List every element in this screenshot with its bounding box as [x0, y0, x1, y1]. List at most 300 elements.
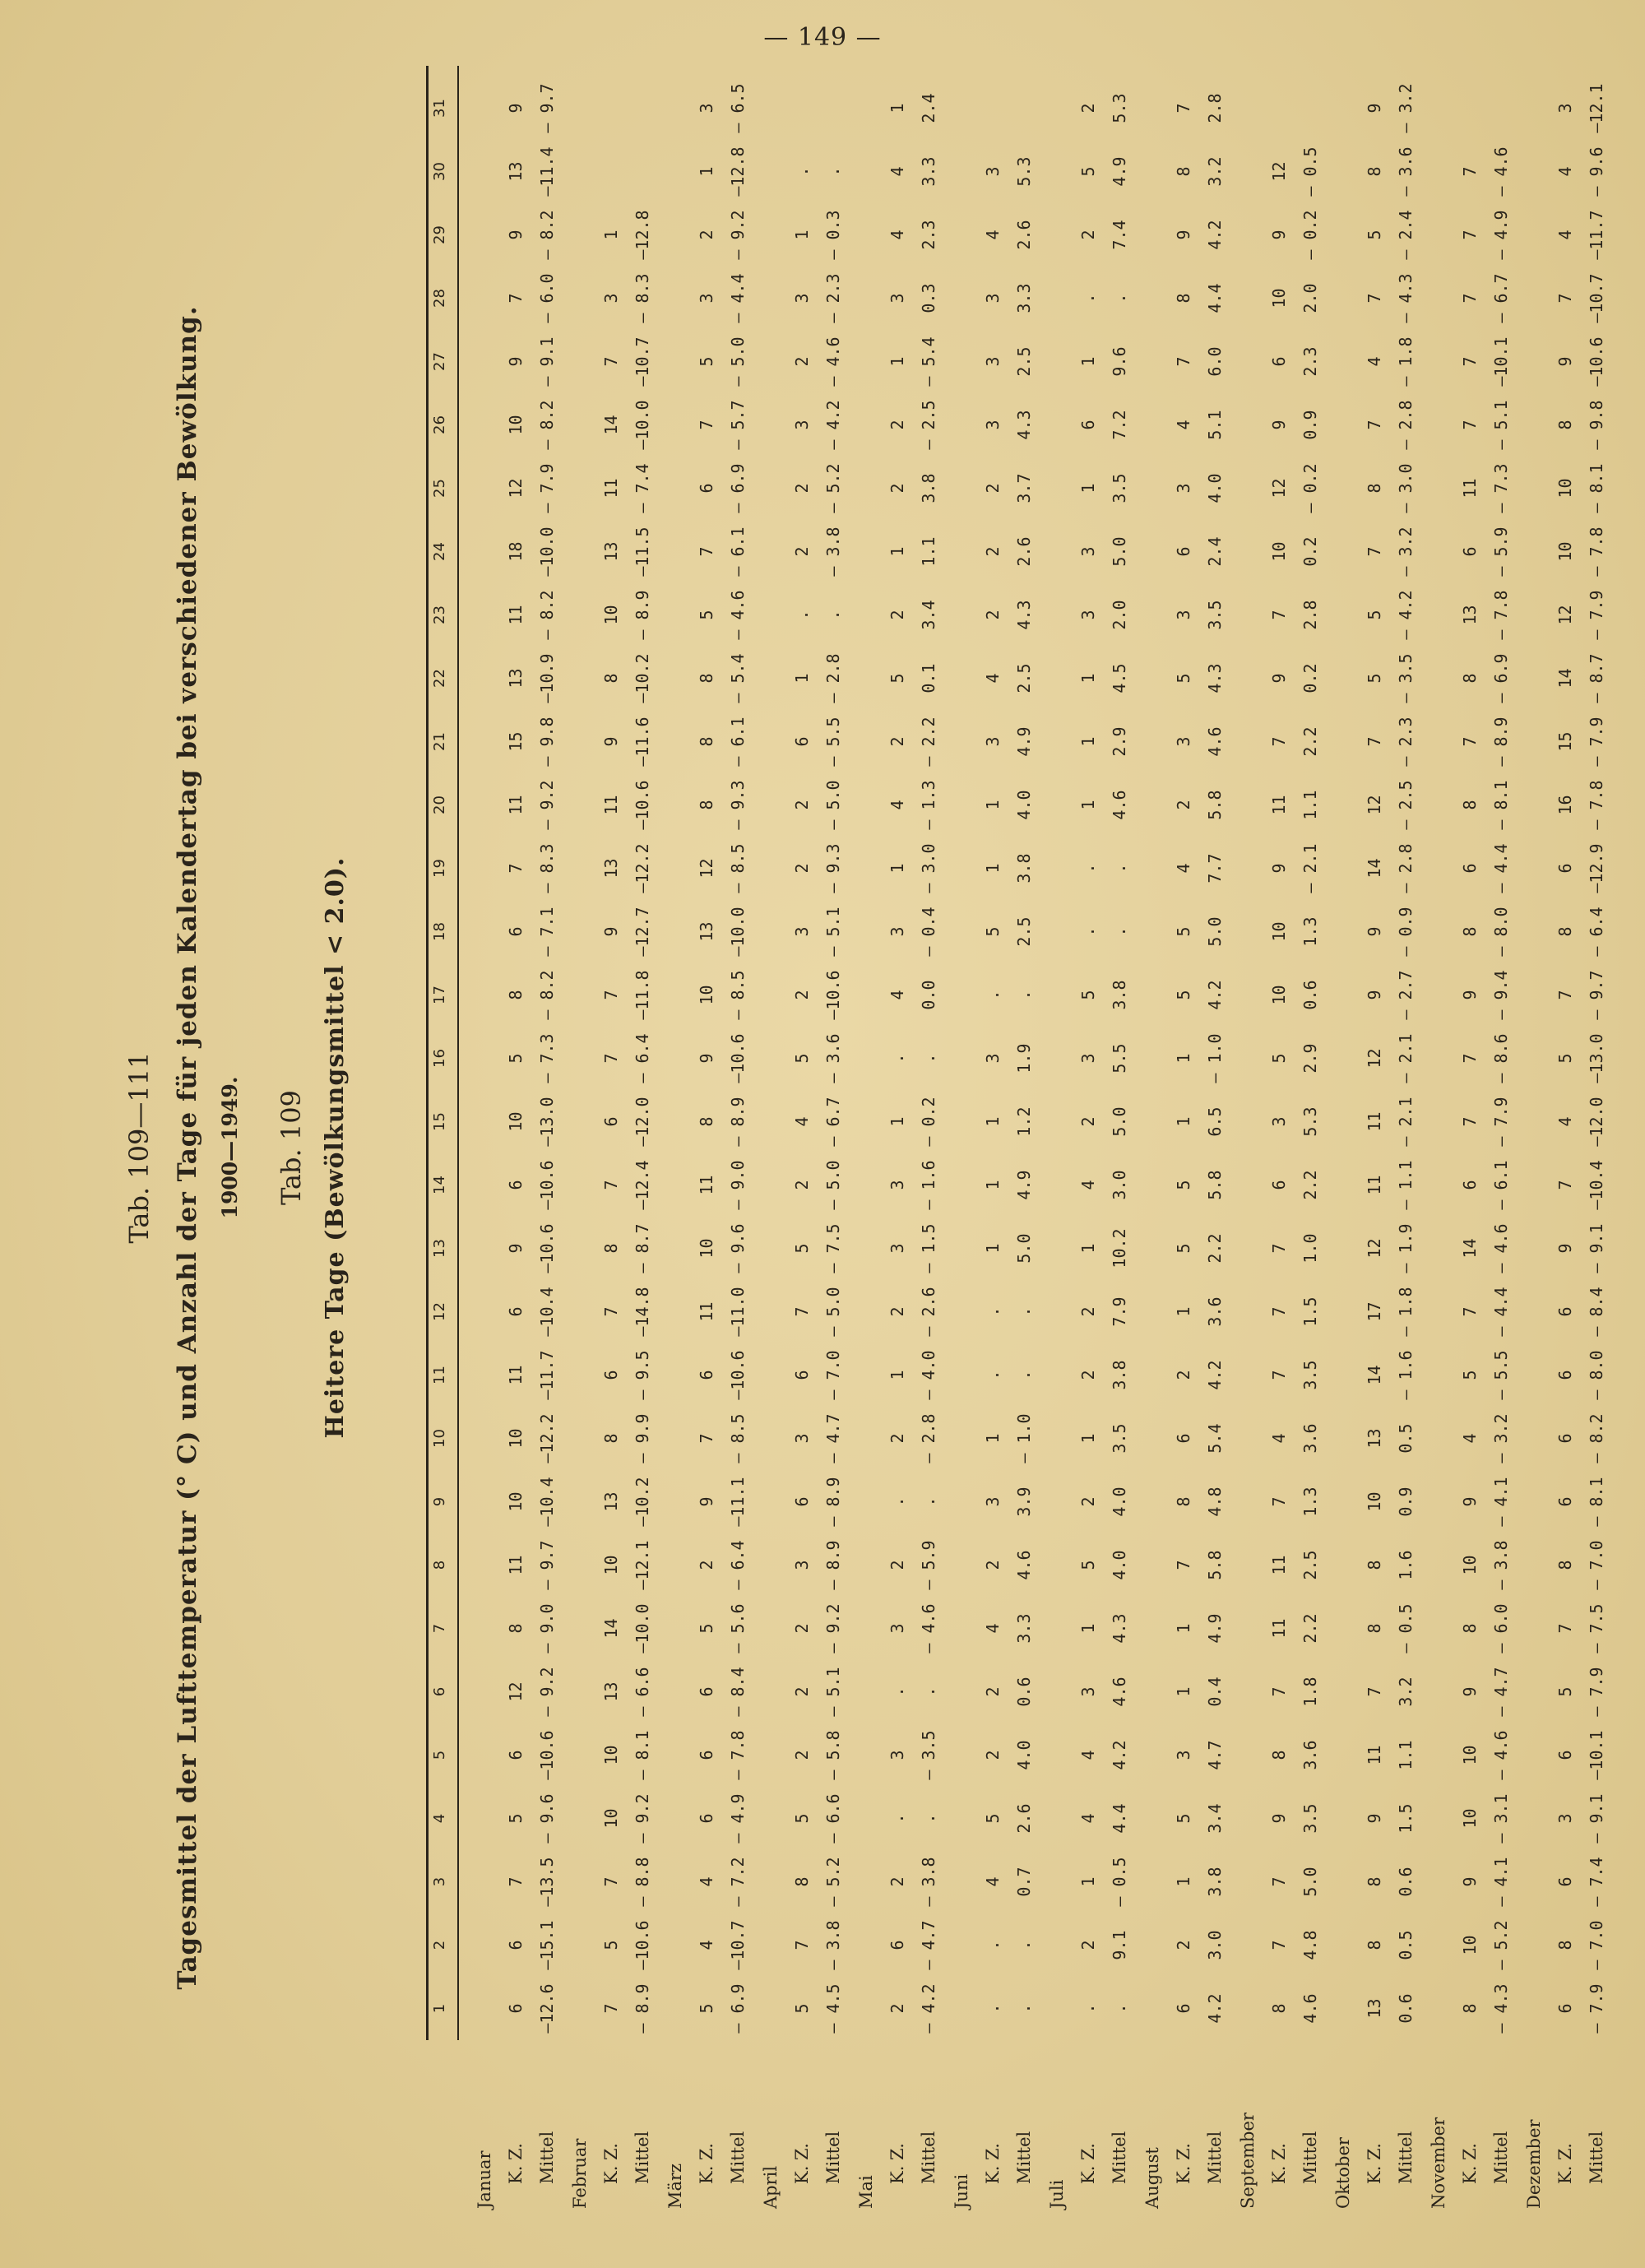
kz-cell: 1 — [792, 230, 812, 240]
kz-cell: 5 — [1174, 926, 1193, 937]
mittel-cell: — 8.2 — [537, 400, 557, 450]
kz-cell: 7 — [697, 546, 716, 557]
mittel-cell: — 2.1 — [1396, 1097, 1416, 1147]
month-label: Februar — [570, 2138, 590, 2209]
day-header: 6 — [431, 1686, 448, 1697]
mittel-cell: 3.6 — [1205, 1296, 1225, 1327]
mittel-cell: — 9.7 — [537, 1540, 557, 1590]
kz-cell: 3 — [1078, 1053, 1098, 1064]
kz-cell: 1 — [1174, 1053, 1193, 1064]
kz-cell — [1454, 77, 1485, 140]
kz-cell: 9 — [506, 230, 526, 240]
kz-cell: 2 — [983, 546, 1003, 557]
mittel-cell: — 3.8 — [823, 1920, 843, 1970]
mittel-cell: — 2.5 — [919, 400, 938, 450]
kz-cell: 11 — [1269, 795, 1289, 815]
data-table — [378, 53, 1620, 2242]
kz-cell: 4 — [887, 230, 907, 240]
day-header: 31 — [431, 99, 448, 118]
kz-cell: 3 — [887, 926, 907, 937]
kz-cell: 2 — [792, 546, 812, 557]
kz-cell: 5 — [1555, 1686, 1575, 1697]
mittel-cell: . — [1110, 293, 1129, 304]
kz-cell: . — [792, 610, 812, 620]
mittel-cell: 4.0 — [1014, 1740, 1034, 1770]
mittel-cell: — 0.5 — [1396, 1603, 1416, 1653]
kz-cell: 2 — [887, 1306, 907, 1317]
mittel-cell: — 8.7 — [633, 1223, 652, 1273]
mittel-cell: — 4.3 — [1491, 1983, 1511, 2034]
kz-cell: 1 — [983, 800, 1003, 810]
mittel-cell: —10.4 — [537, 1477, 557, 1527]
mittel-cell: 0.9 — [1300, 410, 1320, 440]
mittel-cell: — 5.1 — [1491, 400, 1511, 450]
kz-cell: 6 — [1460, 1180, 1480, 1190]
kz-cell: 9 — [1269, 230, 1289, 240]
mittel-cell: — 9.4 — [1491, 970, 1511, 1020]
mittel-cell: — 9.2 — [537, 1667, 557, 1717]
mittel-cell: — 7.3 — [1491, 463, 1511, 513]
day-header: 1 — [431, 2003, 448, 2014]
kz-cell: 6 — [506, 1306, 526, 1317]
kz-cell: 9 — [1269, 1813, 1289, 1824]
day-header: 13 — [431, 1239, 448, 1258]
row-label-kz: K. Z. — [1555, 2143, 1575, 2184]
mittel-cell: — 9.7 — [1587, 970, 1606, 1020]
mittel-cell: — 9.8 — [537, 717, 557, 767]
mittel-cell: . — [919, 1496, 938, 1507]
kz-cell: 1 — [887, 1370, 907, 1380]
kz-cell: 7 — [1174, 103, 1193, 114]
mittel-cell: —11.8 — [633, 970, 652, 1020]
kz-cell: 3 — [1269, 1116, 1289, 1127]
mittel-cell: — 7.0 — [1587, 1920, 1606, 1970]
kz-cell: 2 — [792, 1750, 812, 1760]
kz-cell: 6 — [1078, 420, 1098, 430]
kz-cell: 8 — [697, 736, 716, 747]
mittel-cell: 3.0 — [1110, 1170, 1129, 1200]
mittel-cell: 0.6 — [1300, 980, 1320, 1010]
row-label-kz: K. Z. — [601, 2143, 621, 2184]
mittel-cell: — 9.2 — [823, 1603, 843, 1653]
table-rule-bottom — [457, 66, 459, 2040]
mittel-cell: — 6.6 — [633, 1667, 652, 1717]
mittel-cell: 3.5 — [1205, 600, 1225, 630]
kz-cell: 3 — [887, 293, 907, 304]
kz-cell: 11 — [1460, 478, 1480, 499]
kz-cell: 9 — [506, 1243, 526, 1254]
day-header: 19 — [431, 859, 448, 878]
mittel-cell: —10.0 — [537, 526, 557, 577]
kz-cell: 9 — [1174, 230, 1193, 240]
mittel-cell: . — [1110, 863, 1129, 874]
kz-cell: 8 — [601, 1243, 621, 1254]
mittel-cell: 4.4 — [1110, 1803, 1129, 1834]
kz-cell: 6 — [601, 1370, 621, 1380]
mittel-cell: — 4.2 — [823, 400, 843, 450]
kz-cell: 7 — [601, 1180, 621, 1190]
kz-cell: 3 — [1078, 546, 1098, 557]
day-header: 21 — [431, 732, 448, 751]
day-header: 14 — [431, 1176, 448, 1194]
mittel-cell: —13.0 — [537, 1097, 557, 1147]
mittel-cell: — 7.2 — [728, 1857, 748, 1907]
kz-cell: 14 — [1460, 1238, 1480, 1259]
mittel-cell: — 5.8 — [823, 1730, 843, 1780]
kz-cell: 7 — [1460, 356, 1480, 367]
kz-cell: 9 — [601, 736, 621, 747]
kz-cell: 2 — [887, 1560, 907, 1570]
mittel-cell: 4.2 — [1205, 980, 1225, 1010]
day-header: 30 — [431, 162, 448, 181]
kz-cell: 5 — [506, 1813, 526, 1824]
mittel-cell: — 0.4 — [919, 907, 938, 957]
kz-cell: 2 — [792, 483, 812, 494]
kz-cell: 6 — [792, 1496, 812, 1507]
rotated-content — [16, 53, 1629, 2242]
kz-cell: 2 — [697, 1560, 716, 1570]
mittel-cell: 5.8 — [1205, 1550, 1225, 1580]
kz-cell: 6 — [1555, 1750, 1575, 1760]
day-header: 16 — [431, 1049, 448, 1068]
day-header: 18 — [431, 922, 448, 941]
mittel-cell: — 8.1 — [633, 1730, 652, 1780]
day-header: 27 — [431, 352, 448, 371]
mittel-cell: — 6.9 — [728, 1983, 748, 2034]
kz-cell: 15 — [506, 731, 526, 752]
mittel-cell: — 8.6 — [1491, 1033, 1511, 1083]
mittel-cell: 4.2 — [1205, 220, 1225, 250]
kz-cell: 14 — [601, 1618, 621, 1639]
mittel-cell: — 1.5 — [919, 1223, 938, 1273]
kz-cell: 4 — [1460, 1433, 1480, 1444]
kz-cell: 3 — [792, 926, 812, 937]
mittel-cell: — 8.0 — [1491, 907, 1511, 957]
mittel-cell: — 6.0 — [537, 273, 557, 323]
kz-cell: 5 — [792, 1813, 812, 1824]
mittel-cell: — 4.6 — [919, 1603, 938, 1653]
kz-cell: 3 — [1555, 1813, 1575, 1824]
mittel-cell: — 7.8 — [728, 1730, 748, 1780]
mittel-cell: —15.1 — [537, 1920, 557, 1970]
mittel-cell: — 7.8 — [1587, 526, 1606, 577]
kz-cell: 2 — [983, 483, 1003, 494]
mittel-cell: 5.0 — [1300, 1867, 1320, 1897]
mittel-cell: —10.0 — [633, 1603, 652, 1653]
row-label-mittel: Mittel — [728, 2131, 748, 2184]
row-label-mittel: Mittel — [919, 2131, 938, 2184]
mittel-cell: —10.4 — [1587, 1160, 1606, 1210]
kz-cell: 4 — [983, 673, 1003, 684]
mittel-cell: — 7.3 — [537, 1033, 557, 1083]
mittel-cell: 0.2 — [1300, 536, 1320, 567]
mittel-cell: — 3.1 — [1491, 1793, 1511, 1844]
mittel-cell: — 3.6 — [823, 1033, 843, 1083]
day-header: 7 — [431, 1623, 448, 1634]
mittel-cell: 0.2 — [1300, 663, 1320, 693]
kz-cell: 13 — [1460, 605, 1480, 625]
mittel-cell: — 0.2 — [1300, 463, 1320, 513]
mittel-cell: — 8.2 — [537, 590, 557, 640]
kz-cell — [786, 77, 818, 140]
kz-cell: 10 — [1460, 1935, 1480, 1955]
row-label-mittel: Mittel — [1014, 2131, 1034, 2184]
mittel-cell: —10.1 — [1491, 336, 1511, 387]
kz-cell: 1 — [887, 103, 907, 114]
mittel-cell: 4.0 — [1205, 473, 1225, 503]
mittel-cell: — 9.3 — [728, 780, 748, 830]
kz-cell: 8 — [1555, 420, 1575, 430]
kz-cell: 10 — [1555, 541, 1575, 562]
mittel-cell: — 5.2 — [823, 463, 843, 513]
kz-cell: 6 — [1555, 1433, 1575, 1444]
mittel-cell: 4.6 — [1110, 1677, 1129, 1707]
kz-cell: 8 — [1365, 483, 1384, 494]
mittel-cell: 4.6 — [1300, 1993, 1320, 2024]
mittel-cell: —12.9 — [1587, 843, 1606, 893]
kz-cell: 9 — [1269, 420, 1289, 430]
day-header: 29 — [431, 225, 448, 244]
kz-cell: 6 — [697, 1686, 716, 1697]
mittel-cell: — 1.8 — [1396, 1287, 1416, 1337]
mittel-cell: — 4.4 — [1491, 843, 1511, 893]
kz-cell: 5 — [1174, 1813, 1193, 1824]
kz-cell: 3 — [1555, 103, 1575, 114]
mittel-cell: — 5.9 — [919, 1540, 938, 1590]
mittel-cell: — 6.6 — [823, 1793, 843, 1844]
kz-cell: 6 — [506, 2003, 526, 2014]
kz-cell: 5 — [1269, 1053, 1289, 1064]
day-header: 15 — [431, 1112, 448, 1131]
mittel-cell: 2.6 — [1014, 1803, 1034, 1834]
kz-cell: 5 — [601, 1940, 621, 1950]
kz-cell: 1 — [601, 230, 621, 240]
kz-cell: 1 — [887, 863, 907, 874]
kz-cell: 7 — [1365, 420, 1384, 430]
mittel-cell: — 7.0 — [1587, 1540, 1606, 1590]
mittel-cell: 5.1 — [1205, 410, 1225, 440]
kz-cell: 10 — [601, 1745, 621, 1765]
kz-cell: 12 — [1365, 795, 1384, 815]
kz-cell: 5 — [792, 2003, 812, 2014]
mittel-cell: — 8.4 — [728, 1667, 748, 1717]
mittel-cell: — 5.4 — [728, 653, 748, 703]
mittel-cell: — 8.5 — [728, 970, 748, 1020]
kz-cell: 5 — [983, 1813, 1003, 1824]
mittel-cell: 4.9 — [1205, 1613, 1225, 1644]
mittel-cell: —12.1 — [633, 1540, 652, 1590]
mittel-cell: —12.2 — [537, 1413, 557, 1463]
kz-cell: 11 — [697, 1175, 716, 1195]
kz-cell: 2 — [1174, 800, 1193, 810]
kz-cell: 11 — [1365, 1745, 1384, 1765]
mittel-cell: — 8.2 — [537, 210, 557, 260]
day-header: 9 — [431, 1496, 448, 1507]
mittel-cell: — 4.2 — [1396, 590, 1416, 640]
mittel-cell: 4.8 — [1300, 1930, 1320, 1960]
mittel-cell: — 7.0 — [823, 1350, 843, 1400]
kz-cell: 3 — [983, 1053, 1003, 1064]
mittel-cell: —10.1 — [1587, 1730, 1606, 1780]
kz-cell: 1 — [1174, 1876, 1193, 1887]
mittel-cell: — 4.9 — [1491, 210, 1511, 260]
mittel-cell: — 8.3 — [537, 843, 557, 893]
mittel-cell: — 2.2 — [919, 717, 938, 767]
mittel-cell: 1.8 — [1300, 1677, 1320, 1707]
mittel-cell: 10.2 — [1110, 1228, 1129, 1269]
kz-cell: 4 — [983, 1623, 1003, 1634]
kz-cell: 8 — [1365, 1876, 1384, 1887]
kz-cell: 11 — [601, 478, 621, 499]
mittel-cell: — 5.2 — [1491, 1920, 1511, 1970]
kz-cell: 5 — [1078, 1560, 1098, 1570]
mittel-cell: 6.5 — [1205, 1106, 1225, 1137]
mittel-cell: — 7.1 — [537, 907, 557, 957]
mittel-cell: — 8.7 — [1587, 653, 1606, 703]
month-label: Juni — [952, 2173, 971, 2209]
mittel-cell: — 2.3 — [823, 273, 843, 323]
mittel-cell: . — [1014, 2003, 1034, 2014]
mittel-cell: 5.3 — [1300, 1106, 1320, 1137]
mittel-cell: — 1.9 — [1396, 1223, 1416, 1273]
kz-cell: 2 — [792, 990, 812, 1000]
kz-cell: 2 — [1078, 103, 1098, 114]
mittel-cell: — 0.9 — [1396, 907, 1416, 957]
kz-cell: 7 — [1365, 546, 1384, 557]
kz-cell: 1 — [983, 1433, 1003, 1444]
mittel-cell: . — [1014, 1306, 1034, 1317]
kz-cell: 7 — [1460, 230, 1480, 240]
mittel-cell: —11.0 — [728, 1287, 748, 1337]
kz-cell: 2 — [792, 863, 812, 874]
mittel-cell: 7.4 — [1110, 220, 1129, 250]
row-label-kz: K. Z. — [792, 2143, 812, 2184]
mittel-cell: —12.0 — [633, 1097, 652, 1147]
mittel-cell: 1.5 — [1300, 1296, 1320, 1327]
mittel-cell: — 4.1 — [1491, 1477, 1511, 1527]
kz-cell: 5 — [1365, 230, 1384, 240]
kz-cell: 6 — [601, 1116, 621, 1127]
mittel-cell: — 0.2 — [919, 1097, 938, 1147]
mittel-cell: 1.2 — [1014, 1106, 1034, 1137]
kz-cell: 8 — [1365, 1560, 1384, 1570]
kz-cell: 8 — [1555, 1560, 1575, 1570]
kz-cell: 1 — [1078, 483, 1098, 494]
mittel-cell: — 1.8 — [1396, 336, 1416, 387]
kz-cell: 8 — [1365, 166, 1384, 177]
mittel-cell: 1.1 — [1300, 790, 1320, 820]
kz-cell: 3 — [697, 103, 716, 114]
mittel-cell: — 4.2 — [919, 1983, 938, 2034]
mittel-cell: — 3.2 — [1396, 526, 1416, 577]
kz-cell: 4 — [1078, 1180, 1098, 1190]
kz-cell: 1 — [1078, 1876, 1098, 1887]
mittel-cell: 5.8 — [1205, 1170, 1225, 1200]
mittel-cell: — 8.4 — [1587, 1287, 1606, 1337]
kz-cell: 5 — [697, 2003, 716, 2014]
kz-cell: 8 — [1555, 1940, 1575, 1950]
mittel-cell: — 8.5 — [728, 1413, 748, 1463]
day-header: 22 — [431, 669, 448, 688]
mittel-cell: 4.9 — [1014, 1170, 1034, 1200]
mittel-cell: —10.4 — [537, 1287, 557, 1337]
kz-cell: 7 — [506, 1876, 526, 1887]
mittel-cell: — 2.6 — [919, 1287, 938, 1337]
mittel-cell: — 8.2 — [537, 970, 557, 1020]
mittel-cell: — 7.9 — [1587, 1983, 1606, 2034]
kz-cell: 4 — [792, 1116, 812, 1127]
row-label-mittel: Mittel — [1205, 2131, 1225, 2184]
mittel-cell: — 7.5 — [823, 1223, 843, 1273]
mittel-cell: . — [919, 1686, 938, 1697]
mittel-cell: —11.4 — [537, 146, 557, 197]
kz-cell: 13 — [506, 668, 526, 689]
kz-cell: 8 — [792, 1876, 812, 1887]
mittel-cell: —12.6 — [537, 1983, 557, 2034]
mittel-cell: 3.8 — [1110, 980, 1129, 1010]
kz-cell: 6 — [506, 1940, 526, 1950]
mittel-cell — [627, 140, 658, 203]
mittel-cell: 3.3 — [1014, 1613, 1034, 1644]
mittel-cell: — 4.7 — [919, 1920, 938, 1970]
mittel-cell: . — [823, 610, 843, 620]
mittel-cell: — 8.3 — [633, 273, 652, 323]
mittel-cell: — 4.7 — [823, 1413, 843, 1463]
mittel-cell: — 6.4 — [633, 1033, 652, 1083]
mittel-cell: 3.6 — [1300, 1423, 1320, 1454]
kz-cell: 2 — [983, 1750, 1003, 1760]
kz-cell: 8 — [697, 1116, 716, 1127]
kz-cell: 7 — [1555, 1180, 1575, 1190]
kz-cell: 2 — [792, 1623, 812, 1634]
mittel-cell: . — [1014, 1940, 1034, 1950]
kz-cell — [977, 77, 1008, 140]
kz-cell: 3 — [983, 736, 1003, 747]
table-range-label: Tab. 109—111 — [123, 1051, 155, 1244]
kz-cell: 1 — [1078, 356, 1098, 367]
row-label-kz: K. Z. — [983, 2143, 1003, 2184]
kz-cell: 2 — [1078, 1496, 1098, 1507]
kz-cell: 1 — [697, 166, 716, 177]
kz-cell: . — [1078, 863, 1098, 874]
kz-cell: 9 — [1555, 1243, 1575, 1254]
kz-cell: . — [983, 990, 1003, 1000]
period-label: 1900—1949. — [218, 1076, 242, 1219]
kz-cell: 4 — [1555, 230, 1575, 240]
mittel-cell: 7.2 — [1110, 410, 1129, 440]
mittel-cell: — 9.1 — [1587, 1793, 1606, 1844]
mittel-cell: — 4.6 — [1491, 1730, 1511, 1780]
kz-cell: . — [887, 1813, 907, 1824]
kz-cell: 7 — [1555, 990, 1575, 1000]
kz-cell: 8 — [1460, 800, 1480, 810]
row-label-mittel: Mittel — [1300, 2131, 1320, 2184]
mittel-cell: — 2.8 — [1396, 843, 1416, 893]
kz-cell: 6 — [1555, 2003, 1575, 2014]
kz-cell: 8 — [1460, 1623, 1480, 1634]
kz-cell: 2 — [887, 483, 907, 494]
kz-cell: 11 — [506, 1365, 526, 1385]
mittel-cell: — 5.5 — [1491, 1350, 1511, 1400]
mittel-cell: —10.6 — [633, 780, 652, 830]
row-label-kz: K. Z. — [1174, 2143, 1193, 2184]
kz-cell: 11 — [506, 1555, 526, 1575]
mittel-cell: — 8.1 — [1491, 780, 1511, 830]
mittel-cell: — 8.5 — [728, 843, 748, 893]
mittel-cell: 3.5 — [1110, 473, 1129, 503]
mittel-cell: —10.6 — [537, 1160, 557, 1210]
day-header: 10 — [431, 1429, 448, 1448]
